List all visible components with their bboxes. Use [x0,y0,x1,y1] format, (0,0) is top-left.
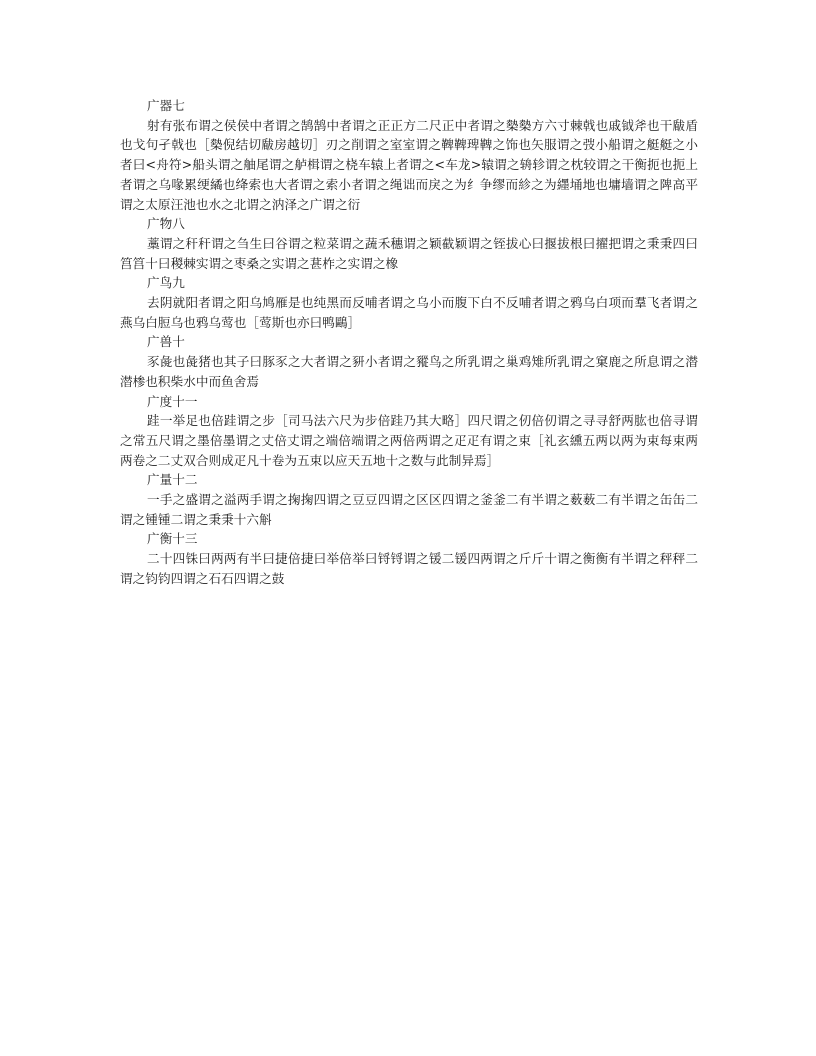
section-paragraph: 去阴就阳者谓之阳乌鸠雁是也纯黑而反哺者谓之乌小而腹下白不反哺者谓之鸦乌白项而羣飞者谓之燕乌白脰乌也鸦乌莺也［莺斯也亦曰鸭鷗］ [120,295,698,330]
section-paragraph: 豕彘也彘猪也其子曰豚豕之大者谓之豜小者谓之豵鸟之所乳谓之巢鸡雉所乳谓之窠鹿之所息谓之潜潜椮也积柴水中而鱼舍焉 [120,354,698,389]
section-guangliang [120,470,698,529]
document-page [120,96,698,589]
section-heading: 广量十二 [147,472,198,488]
section-paragraph: 二十四铢曰两两有半曰捷倍捷曰举倍举曰锊锊谓之锾二锾四两谓之斤斤十谓之衡衡有半谓之秤秤二谓之钧钧四谓之石石四谓之鼓 [120,551,698,586]
section-heading: 广鸟九 [147,275,185,291]
section-guangwu [120,214,698,273]
section-paragraph: 跬一举足也倍跬谓之步［司马法六尺为步倍跬乃其大略］四尺谓之仞倍仞谓之寻寻舒两肱也倍寻谓之常五尺谓之墨倍墨谓之丈倍丈谓之端倍端谓之两倍两谓之疋疋有谓之束［礼玄纁五两以两为束每束两两卷之二丈双合则成疋凡十卷为五束以应天五地十之数与此制异焉］ [120,413,698,468]
section-guangshou [120,332,698,391]
section-heading: 广度十一 [147,393,198,409]
section-guangdu [120,392,698,471]
section-heading: 广兽十 [147,334,185,350]
section-guangniao [120,273,698,332]
section-heading: 广器七 [147,98,185,113]
section-guangqi [120,96,698,214]
section-guangheng [120,529,698,588]
section-paragraph: 射有张布谓之侯侯中者谓之鹄鹄中者谓之正正方二尺正中者谓之槷槷方六寸棘戟也戚钺斧也干瞂盾也戈句孑戟也［槷倪结切瞂房越切］刃之削谓之室室谓之鞞鞞琕鞞之饰也矢服谓之弢小船谓之艇艇之小者曰<舟符>船头谓之舳尾谓之舻楫谓之桡车辕上者谓之<车龙>辕谓之辀轸谓之枕较谓之干衡扼也扼上者谓之乌喙累绠繘也绛索也大者谓之索小者谓之绳诎而戾之为纟争缪而紾之为纆埇地也墉墙谓之陴高平谓之太原汪池也水之北谓之汭泽之广谓之衍 [120,117,698,212]
section-heading: 广衡十三 [147,531,198,547]
section-paragraph: 一手之盛谓之溢两手谓之掬掬四谓之豆豆四谓之区区四谓之釜釜二有半谓之薮薮二有半谓之缶缶二谓之锺锺二谓之秉秉十六斛 [120,492,698,527]
section-heading: 广物八 [147,216,185,232]
section-paragraph: 藁谓之秆秆谓之刍生曰谷谓之粒菜谓之蔬禾穗谓之颖截颖谓之铚拔心曰揠拔根曰擢把谓之秉秉四曰筥筥十曰稯棘实谓之枣桑之实谓之葚柞之实谓之橡 [120,235,698,271]
